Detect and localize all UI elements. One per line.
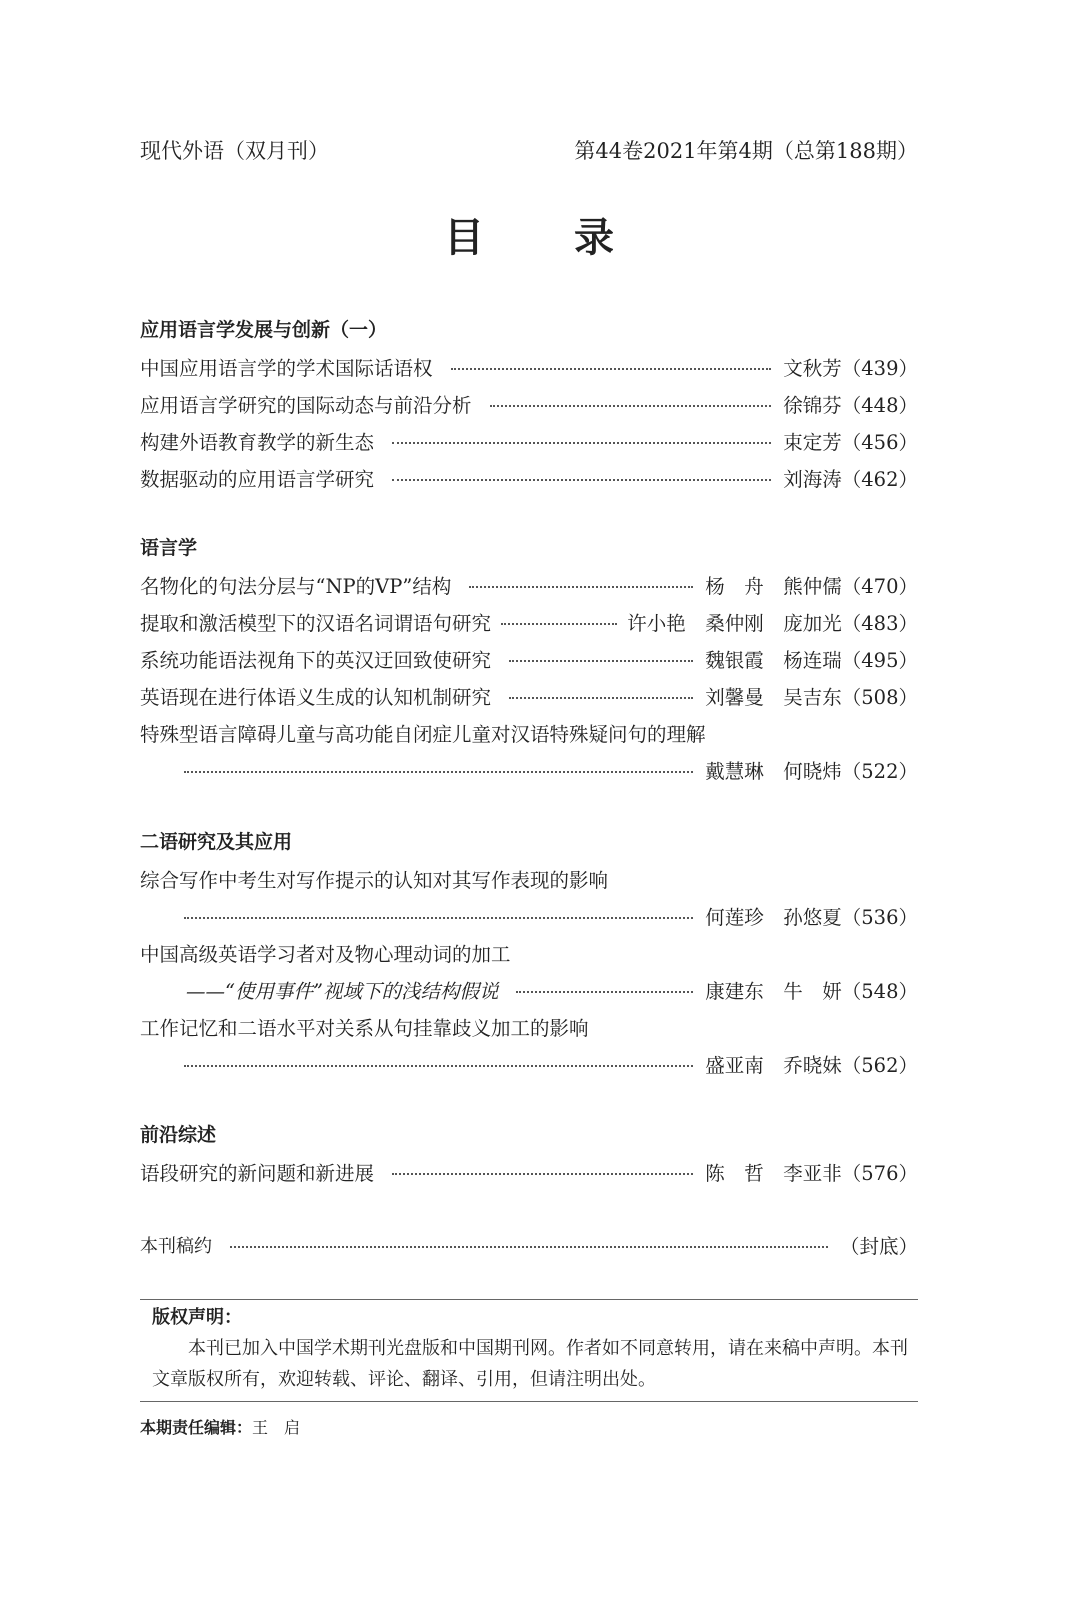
editor-name: 王 启: [252, 1418, 301, 1437]
entry-title: 系统功能语法视角下的英汉迂回致使研究: [140, 648, 492, 672]
toc-entry[interactable]: [140, 459, 918, 496]
entry-page: （548）: [841, 979, 918, 1003]
entry-title: 名物化的句法分层与“NP的VP”结构: [140, 574, 452, 598]
entry-authors: 文秋芳: [783, 356, 842, 380]
entry-authors: 戴慧琳 何晓炜: [705, 759, 842, 783]
toc-entry[interactable]: [140, 1226, 918, 1263]
entry-title: 综合写作中考生对写作提示的认知对其写作表现的影响: [140, 868, 609, 892]
entry-title: 工作记忆和二语水平对关系从句挂靠歧义加工的影响: [140, 1016, 589, 1040]
editor-credit: [140, 1413, 300, 1443]
toc-entry-title-line[interactable]: [140, 714, 918, 751]
leader-dots: [184, 917, 693, 919]
entry-page: （439）: [841, 356, 918, 380]
toc-entry-continuation[interactable]: [140, 971, 918, 1008]
entry-title: 语段研究的新问题和新进展: [140, 1161, 375, 1185]
leader-dots: [392, 1173, 693, 1175]
leader-dots: [509, 660, 693, 662]
toc-entry[interactable]: [140, 1153, 918, 1190]
entry-authors: 刘馨曼 吴吉东: [705, 685, 842, 709]
section-frontier-review: [140, 1117, 918, 1190]
toc-entry[interactable]: [140, 385, 918, 422]
toc-entry-continuation[interactable]: [140, 1045, 918, 1082]
entry-page: （562）: [841, 1053, 918, 1077]
toc-entry-continuation[interactable]: [140, 897, 918, 934]
entry-title: 数据驱动的应用语言学研究: [140, 467, 375, 491]
entry-page: （470）: [841, 574, 918, 598]
entry-page: （456）: [841, 430, 918, 454]
toc-entry-continuation[interactable]: [140, 751, 918, 788]
copyright-heading: 版权声明：: [152, 1307, 242, 1328]
section-title: 二语研究及其应用: [140, 831, 293, 853]
entry-title: 英语现在进行体语义生成的认知机制研究: [140, 685, 492, 709]
entry-page: （576）: [841, 1161, 918, 1185]
entry-page: （483）: [841, 611, 918, 635]
leader-dots: [392, 442, 771, 444]
leader-dots: [469, 586, 693, 588]
section-title: 前沿综述: [140, 1124, 217, 1146]
divider: [140, 1401, 918, 1402]
section-linguistics: [140, 530, 918, 788]
entry-page: （522）: [841, 759, 918, 783]
toc-entry-title-line[interactable]: [140, 934, 918, 971]
entry-title: 中国应用语言学的学术国际话语权: [140, 356, 433, 380]
toc-entry[interactable]: [140, 640, 918, 677]
leader-dots: [184, 1065, 693, 1067]
entry-page: （448）: [841, 393, 918, 417]
entry-title: 提取和激活模型下的汉语名词谓语句研究: [140, 611, 492, 635]
leader-dots: [490, 405, 772, 407]
entry-authors: 陈 哲 李亚非: [705, 1161, 842, 1185]
entry-page: （536）: [841, 905, 918, 929]
section-title: 语言学: [140, 537, 198, 559]
entry-authors: 许小艳 桑仲刚 庞加光: [627, 611, 842, 635]
toc-entry-title-line[interactable]: [140, 1008, 918, 1045]
leader-dots: [501, 623, 617, 625]
copyright-body: 本刊已加入中国学术期刊光盘版和中国期刊网。作者如不同意转用，请在来稿中声明。本刊文章版权所有，欢迎转载、评论、翻译、引用，但请注明出处。: [152, 1338, 908, 1390]
entry-page: （495）: [841, 648, 918, 672]
toc-entry-title-line[interactable]: [140, 860, 918, 897]
entry-page: （封底）: [839, 1234, 918, 1258]
toc-entry[interactable]: [140, 348, 918, 385]
leader-dots: [230, 1246, 828, 1248]
section-l2-research: [140, 824, 918, 1082]
leader-dots: [451, 368, 772, 370]
entry-title: 构建外语教育教学的新生态: [140, 430, 375, 454]
copyright-notice: [140, 1303, 918, 1395]
entry-authors: 何莲珍 孙悠夏: [705, 905, 842, 929]
entry-title: 本刊稿约: [140, 1235, 212, 1257]
entry-page: （462）: [841, 467, 918, 491]
entry-authors: 杨 舟 熊仲儒: [705, 574, 842, 598]
leader-dots: [516, 991, 693, 993]
entry-authors: 徐锦芬: [783, 393, 842, 417]
entry-page: （508）: [841, 685, 918, 709]
entry-authors: 盛亚南 乔晓妹: [705, 1053, 842, 1077]
entry-authors: 康建东 牛 妍: [705, 979, 842, 1003]
entry-authors: 束定芳: [783, 430, 842, 454]
section-applied-linguistics: [140, 312, 918, 496]
entry-title: 中国高级英语学习者对及物心理动词的加工: [140, 942, 511, 966]
leader-dots: [392, 479, 771, 481]
entry-title: 应用语言学研究的国际动态与前沿分析: [140, 393, 472, 417]
toc-entry[interactable]: [140, 566, 918, 603]
section-title: 应用语言学发展与创新（一）: [140, 319, 388, 341]
toc-entry[interactable]: [140, 422, 918, 459]
toc-entry[interactable]: [140, 603, 918, 640]
leader-dots: [184, 771, 693, 773]
page-header: [140, 135, 918, 167]
editor-label: 本期责任编辑：: [140, 1418, 253, 1437]
entry-authors: 魏银霞 杨连瑞: [705, 648, 842, 672]
entry-title: 特殊型语言障碍儿童与高功能自闭症儿童对汉语特殊疑问句的理解: [140, 722, 706, 746]
issue-info: 第44卷2021年第4期（总第188期）: [574, 139, 918, 163]
entry-subtitle: ——“使用事件”视域下的浅结构假说: [186, 979, 499, 1003]
notice-line: [140, 1226, 918, 1263]
toc-entry[interactable]: [140, 677, 918, 714]
entry-authors: 刘海涛: [783, 467, 842, 491]
journal-name: 现代外语（双月刊）: [140, 139, 329, 163]
divider: [140, 1299, 918, 1300]
leader-dots: [509, 697, 693, 699]
page-title: 目录: [444, 215, 704, 261]
